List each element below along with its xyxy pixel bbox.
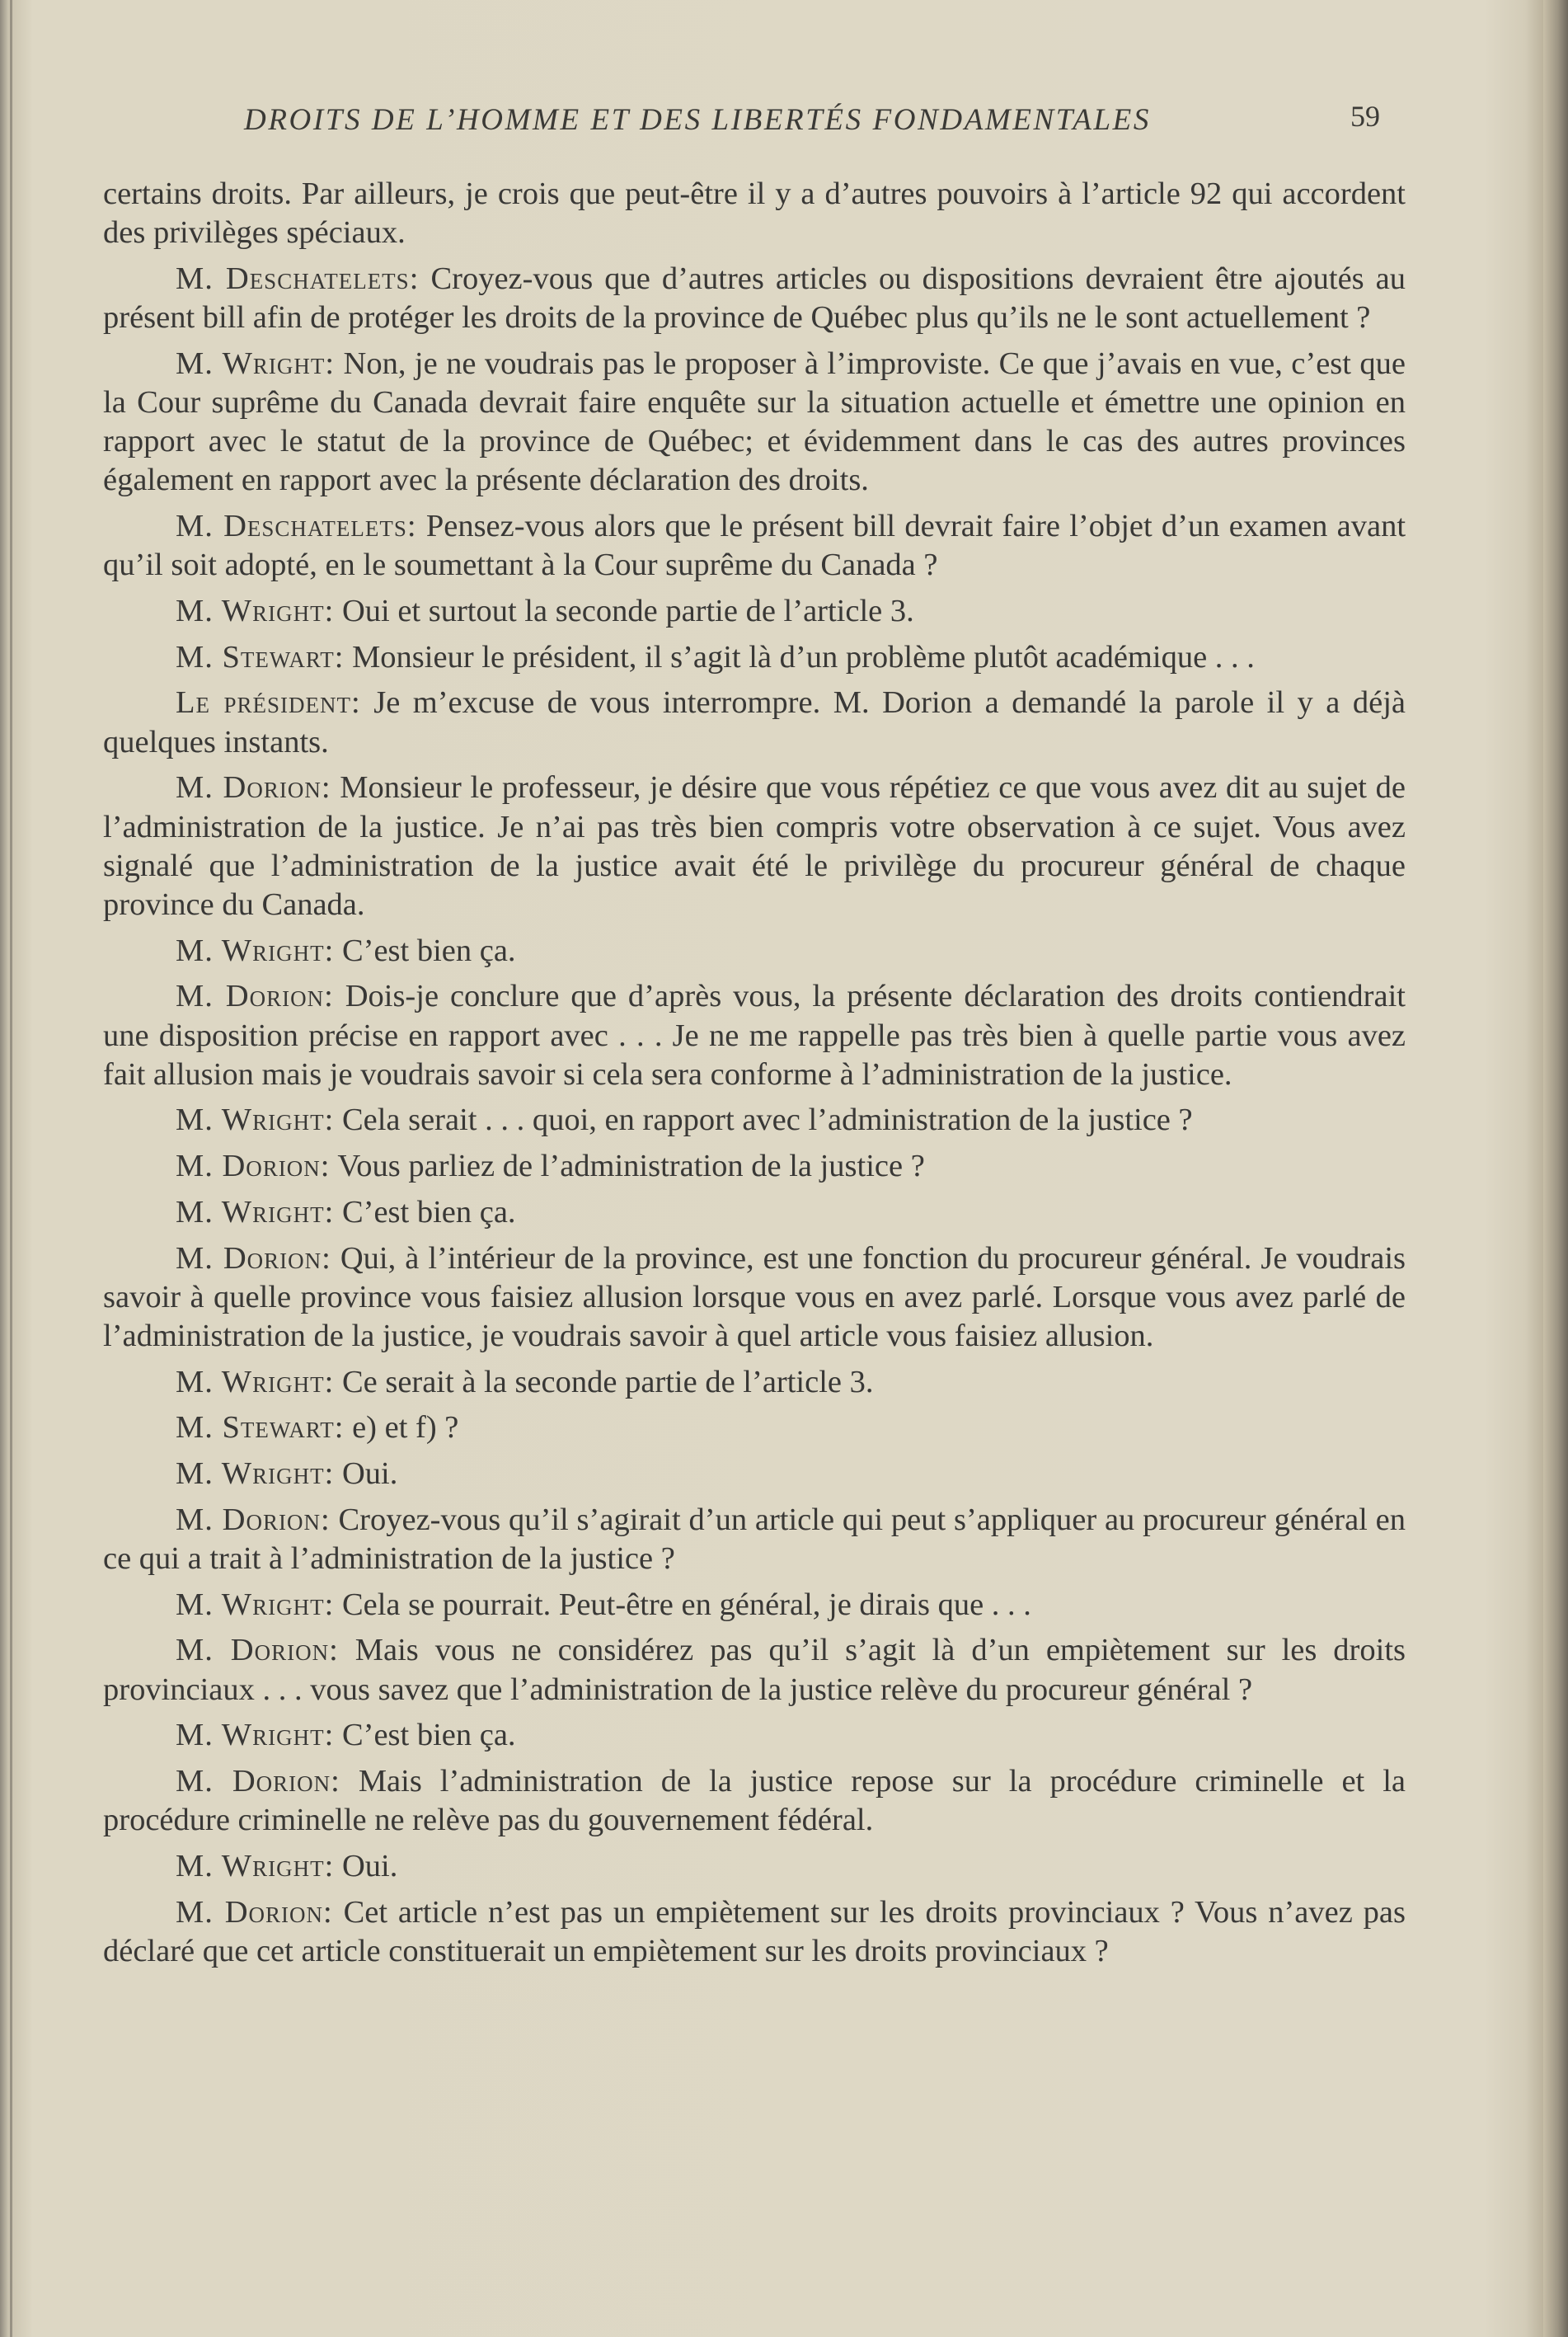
speaker-name: M. Dorion: [176, 979, 334, 1014]
paragraph-text: Cela se pourrait. Peut-être en général, je dirais que . . . [341, 1587, 1031, 1622]
paragraph-text: C’est bien ça. [341, 1194, 516, 1230]
paragraph-text: Mais vous ne considérez pas qu’il s’agit là d’un empiètement sur les droits provinciaux . . . vous savez que l’administration de la justice relève du procureur général ? [103, 1633, 1406, 1707]
paragraph [103, 638, 1406, 677]
paragraph-text: Non, je ne voudrais pas le proposer à l’improviste. Ce que j’avais en vue, c’est que la Cour suprême du Canada devrait faire enquête sur la situation actuelle et émettre une opinion en rapport avec le statut de la province de Québec; et évidemment dans le cas des autres provinces également en rapport avec la présente déclaration des droits. [103, 346, 1406, 498]
paragraph [103, 1847, 1406, 1886]
paragraph-text: Oui. [341, 1848, 398, 1883]
paragraph-text: Cet article n’est pas un empiètement sur les droits provinciaux ? Vous n’avez pas déclaré que cet article constituerait un empiètement sur les droits provinciaux ? [103, 1894, 1406, 1968]
paragraph [103, 1631, 1406, 1709]
paragraph-text: Vous parliez de l’administration de la justice ? [337, 1149, 925, 1184]
speaker-name: M. Wright: [176, 1587, 335, 1622]
paragraph [103, 1193, 1406, 1232]
speaker-name: M. Deschatelets: [176, 261, 420, 296]
paragraph [103, 592, 1406, 631]
page-edge-shadow [1543, 0, 1568, 2337]
paragraph [103, 1716, 1406, 1755]
speaker-name: M. Wright: [176, 1456, 335, 1492]
paragraph-text: Monsieur le professeur, je désire que vous répétiez ce que vous avez dit au sujet de l’administration de la justice. Je n’ai pas très bien compris votre observation à ce sujet. Vous avez signalé que l’administration de la justice avait été le privilège du procureur général de chaque province du Canada. [103, 770, 1406, 922]
paragraph-text: Qui, à l’intérieur de la province, est une fonction du procureur général. Je voudrais savoir à quelle province vous faisiez allusion lorsque vous en avez parlé. Lorsque vous avez parlé de l’administration de la justice, je voudrais savoir à quel article vous faisiez allusion. [103, 1240, 1406, 1353]
speaker-name: M. Wright: [176, 933, 335, 968]
paragraph [103, 1363, 1406, 1402]
paragraph-text: Croyez-vous que d’autres articles ou dispositions devraient être ajoutés au présent bill afin de protéger les droits de la province de Québec plus qu’ils ne le sont actuellement ? [103, 261, 1406, 336]
paragraph [103, 1101, 1406, 1140]
paragraph-text: Monsieur le président, il s’agit là d’un problème plutôt académique . . . [352, 639, 1255, 675]
speaker-name: M. Wright: [176, 1718, 335, 1753]
paragraph [103, 1586, 1406, 1625]
speaker-name: M. Dorion: [176, 1240, 331, 1276]
paragraph [103, 1239, 1406, 1357]
page-header [0, 89, 1568, 155]
speaker-name: M. Wright: [176, 1103, 335, 1138]
speaker-name: Le président: [176, 685, 361, 721]
speaker-name: M. Dorion: [176, 770, 331, 806]
paragraph-text: C’est bien ça. [341, 933, 516, 968]
speaker-name: M. Wright: [176, 1194, 335, 1230]
paragraph [103, 345, 1406, 501]
paragraph [103, 507, 1406, 585]
paragraph [103, 1147, 1406, 1186]
paragraph-text: Cela serait . . . quoi, en rapport avec l’administration de la justice ? [341, 1103, 1193, 1138]
speaker-name: M. Dorion: [176, 1502, 331, 1537]
speaker-name: M. Wright: [176, 1848, 335, 1883]
paragraph-text: Mais l’administration de la justice repose sur la procédure criminelle et la procédure criminelle ne relève pas du gouvernement fédéral. [103, 1764, 1406, 1838]
paragraph-text: Dois-je conclure que d’après vous, la présente déclaration des droits contiendrait une disposition précise en rapport avec . . . Je ne me rappelle pas très bien à quelle partie vous avez fait allusion mais je voudrais savoir si cela sera conforme à l’administration de la justice. [103, 979, 1406, 1092]
paragraph [103, 932, 1406, 971]
page-number: 59 [1350, 100, 1380, 133]
paragraph-text: Croyez-vous qu’il s’agirait d’un article qui peut s’appliquer au procureur général en ce qui a trait à l’administration de la justice ? [103, 1502, 1406, 1576]
paragraph [103, 684, 1406, 761]
paragraph-text: Je m’excuse de vous interrompre. M. Dorion a demandé la parole il y a déjà quelques instants. [103, 685, 1406, 759]
paragraph-text: Ce serait à la seconde partie de l’article 3. [341, 1364, 874, 1399]
paragraph [103, 1501, 1406, 1578]
speaker-name: M. Dorion: [176, 1894, 333, 1930]
paragraph-text: Oui et surtout la seconde partie de l’article 3. [341, 594, 914, 629]
paragraph [103, 1762, 1406, 1840]
paragraph [103, 977, 1406, 1094]
paragraph-text: C’est bien ça. [341, 1718, 516, 1753]
paragraph-text: Oui. [341, 1456, 398, 1492]
paragraph [103, 1893, 1406, 1971]
paragraph [103, 769, 1406, 924]
speaker-name: M. Dorion: [176, 1149, 331, 1184]
book-spine-shadow [10, 0, 12, 2337]
speaker-name: M. Stewart: [176, 1410, 345, 1446]
speaker-name: M. Deschatelets: [176, 509, 417, 544]
transcript-body [103, 175, 1406, 1971]
speaker-name: M. Stewart: [176, 639, 345, 675]
speaker-name: M. Dorion: [176, 1764, 340, 1799]
speaker-name: M. Wright: [176, 1364, 335, 1399]
paragraph-text: certains droits. Par ailleurs, je crois que peut-être il y a d’autres pouvoirs à l’article 92 qui accordent des privilèges spéciaux. [103, 176, 1406, 251]
speaker-name: M. Dorion: [176, 1633, 339, 1668]
paragraph [103, 175, 1406, 252]
paragraph [103, 1408, 1406, 1447]
paragraph [103, 1455, 1406, 1493]
paragraph-text: Pensez-vous alors que le présent bill devrait faire l’objet d’un examen avant qu’il soit adopté, en le soumettant à la Cour suprême du Canada ? [103, 509, 1406, 583]
speaker-name: M. Wright: [176, 594, 335, 629]
paragraph-text: e) et f) ? [352, 1410, 459, 1446]
running-head: DROITS DE L’HOMME ET DES LIBERTÉS FONDAMENTALES [244, 103, 1151, 137]
paragraph [103, 260, 1406, 337]
speaker-name: M. Wright: [176, 346, 336, 381]
